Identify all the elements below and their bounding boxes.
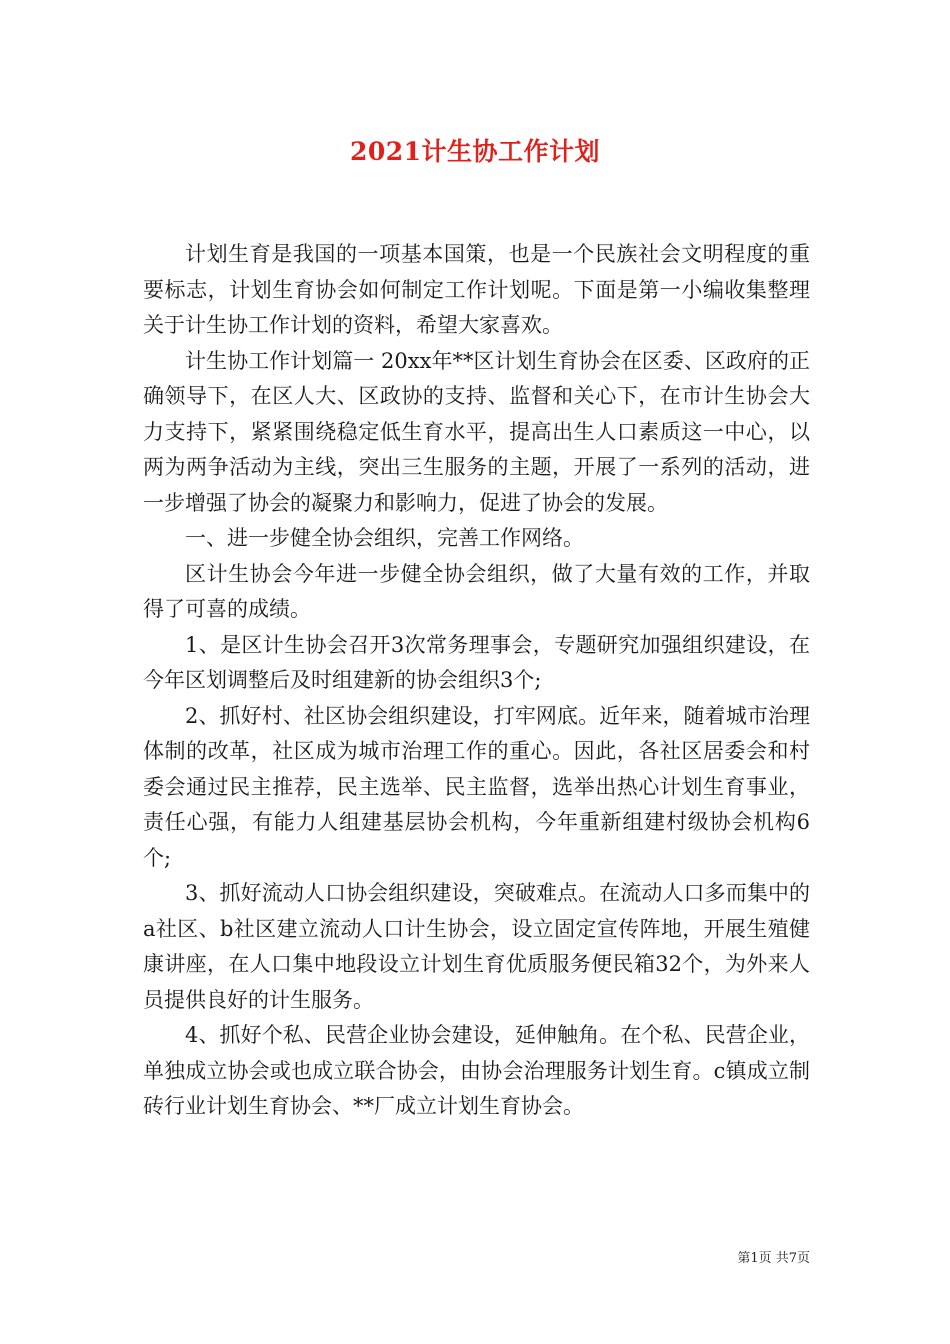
paragraph-intro: 计划生育是我国的一项基本国策，也是一个民族社会文明程度的重要标志，计划生育协会如何制定工作计划呢。下面是第一小编收集整理关于计生协工作计划的资料，希望大家喜欢。	[143, 242, 810, 337]
list-item-four: 4、抓好个私、民营企业协会建设，延伸触角。在个私、民营企业，单独成立协会或也成立联合协会，由协会治理服务计划生育。c镇成立制砖行业计划生育协会、**厂成立计划生育协会。	[143, 1023, 810, 1118]
paragraph-section-one-summary: 区计生协会今年进一步健全协会组织，做了大量有效的工作，并取得了可喜的成绩。	[143, 561, 810, 621]
list-item-one: 1、是区计生协会召开3次常务理事会，专题研究加强组织建设，在今年区划调整后及时组建新的协会组织3个;	[143, 632, 810, 692]
list-item-three: 3、抓好流动人口协会组织建设，突破难点。在流动人口多而集中的a社区、b社区建立流动人口计生协会，设立固定宣传阵地，开展生殖健康讲座，在人口集中地段设立计划生育优质服务便民箱32个，为外来人员提供良好的计生服务。	[143, 881, 810, 1012]
paragraph-plan-one: 计生协工作计划篇一 20xx年**区计划生育协会在区委、区政府的正确领导下，在区人大、区政协的支持、监督和关心下，在市计生协会大力支持下，紧紧围绕稳定低生育水平，提高出生人口素质这一中心，以两为两争活动为主线，突出三生服务的主题，开展了一系列的活动，进一步增强了协会的凝聚力和影响力，促进了协会的发展。	[143, 348, 810, 515]
document-body	[143, 237, 810, 1125]
page-number-footer: 第1页 共7页	[737, 1251, 810, 1266]
section-heading-one: 一、进一步健全协会组织，完善工作网络。	[185, 526, 584, 550]
list-item-two: 2、抓好村、社区协会组织建设，打牢网底。近年来，随着城市治理体制的改革，社区成为城市治理工作的重心。因此，各社区居委会和村委会通过民主推荐，民主选举、民主监督，选举出热心计划生育事业，责任心强，有能力人组建基层协会机构，今年重新组建村级协会机构6个;	[143, 703, 810, 870]
document-title: 2021计生协工作计划	[349, 137, 601, 166]
